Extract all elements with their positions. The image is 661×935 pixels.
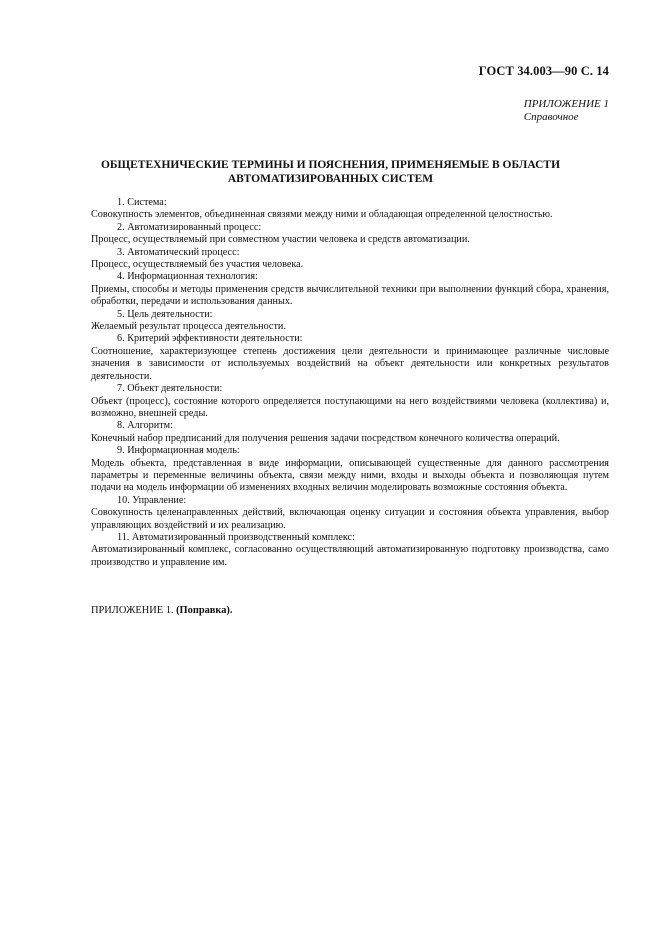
section-title <box>70 158 591 186</box>
term-definition: Совокупность целенаправленных действий, включающая оценку ситуации и состояния объекта управления, выбор управляющих воздействий и их реализацию. <box>91 507 609 531</box>
term-heading: 10. Управление: <box>117 494 187 506</box>
term-heading: 2. Автоматизированный процесс: <box>117 221 262 233</box>
appendix-label <box>524 98 609 124</box>
term-definition: Конечный набор предписаний для получения решения задачи посредством конечного количества операций. <box>91 432 560 444</box>
term-definition: Приемы, способы и методы применения средств вычислительной техники при выполнении функций сбора, хранения, обработки, передачи и использования данных. <box>91 283 609 308</box>
section-title-line: АВТОМАТИЗИРОВАННЫХ СИСТЕМ <box>227 173 434 185</box>
term-heading: 6. Критерий эффективности деятельности: <box>117 333 303 345</box>
term-heading: 1. Система: <box>117 197 167 208</box>
appendix-type: Справочное <box>523 111 579 123</box>
term-heading: 11. Автоматизированный производственный комплекс: <box>117 531 355 543</box>
term-heading: 7. Объект деятельности: <box>117 383 223 395</box>
term-definition: Соотношение, характеризующее степень достижения цели деятельности и принимающее различные числовые значения в зависимости от используемых воздействий на объект деятельности или конкретных результатов деятельности. <box>91 345 609 382</box>
terms-list <box>91 197 609 569</box>
term-heading: 9. Информационная модель: <box>117 445 240 457</box>
amendment-note-bold: (Поправка). <box>176 605 233 616</box>
document-code: ГОСТ 34.003—90 С. 14 <box>478 64 609 78</box>
term-definition: Процесс, осуществляемый без участия человека. <box>91 259 304 271</box>
term-heading: 8. Алгоритм: <box>117 420 173 432</box>
term-definition: Совокупность элементов, объединенная связями между ними и обладающая определенной целостностью. <box>91 209 553 221</box>
term-definition: Процесс, осуществляемый при совместном участии человека и средств автоматизации. <box>91 234 470 246</box>
term-heading: 4. Информационная технология: <box>117 271 258 283</box>
amendment-note <box>91 604 609 617</box>
term-definition: Желаемый результат процесса деятельности. <box>91 321 286 333</box>
term-definition: Объект (процесс), состояние которого определяется поступающими на него воздействиями человека (коллектива) и, возможно, внешней среды. <box>91 395 609 419</box>
term-definition: Автоматизированный комплекс, согласованно осуществляющий автоматизированную подготовку производства, само производство и управление им. <box>91 544 609 568</box>
appendix-number: ПРИЛОЖЕНИЕ 1 <box>523 98 609 110</box>
term-heading: 3. Автоматический процесс: <box>117 246 240 258</box>
section-title-line: ОБЩЕТЕХНИЧЕСКИЕ ТЕРМИНЫ И ПОЯСНЕНИЯ, ПРИМЕНЯЕМЫЕ В ОБЛАСТИ <box>100 159 561 171</box>
term-heading: 5. Цель деятельности: <box>117 308 213 320</box>
amendment-note-text: ПРИЛОЖЕНИЕ 1. <box>91 605 174 616</box>
term-definition: Модель объекта, представленная в виде информации, описывающей существенные для данного рассмотрения параметры и переменные величины объекта, связи между ними, входы и выходы объекта и позволяющая путем подачи на модель информации об изменениях входных величин моделировать возможные состояния объекта. <box>91 457 609 494</box>
